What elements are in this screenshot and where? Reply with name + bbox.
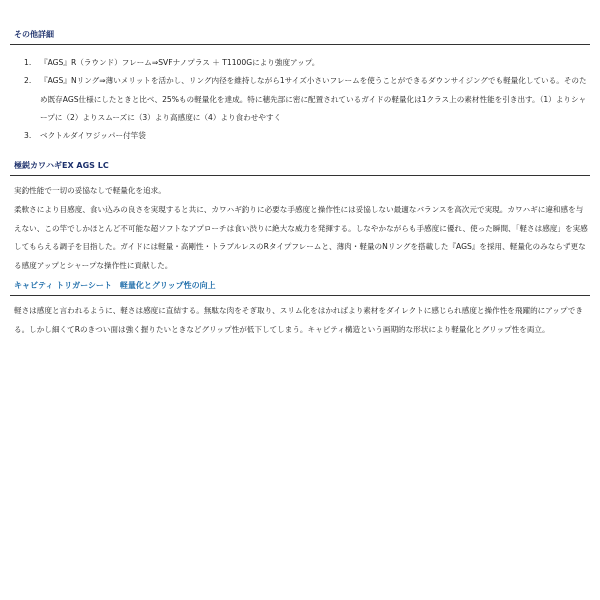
- trigger-divider: [10, 295, 590, 296]
- kawahagi-body: 実釣性能で一切の妥協なしで軽量化を追求。 柔軟さにより目感度、食い込みの良さを実現すると共に、カワハギ釣りに必要な手感度と操作性には妥協しない最適なバランスを高次元で実現。カワハギに違和感を与えない、この竿でしかほとんど不可能な超ソフトなアプローチは食い渋りに絶大な威力を発揮する。しなやかながらも手感度に優れ、使った瞬間、「軽さは感度」を実感してもらえる調子を目指した。ガイドには軽量・高剛性・トラブルレスのRタイプフレームと、薄肉・軽量のNリングを搭載した『AGS』を採用、軽量化のみならず更なる感度アップとシャープな操作性に貢献した。: [14, 186, 588, 270]
- details-heading: その他詳細: [14, 30, 54, 39]
- trigger-body: 軽さは感度と言われるように、軽さは感度に直結する。無駄な肉をそぎ取り、スリム化をはかればより素材をダイレクトに感じられ感度と操作性を飛躍的にアップできる。しかし細くてRのきつい面は強く握りたいときなどグリップ性が低下してしまう。キャビティ構造という画期的な形状により軽量化とグリップ性を両立。: [14, 306, 583, 335]
- list-item-number: 2.: [24, 76, 32, 86]
- kawahagi-heading: 極鋭カワハギEX AGS LC: [14, 161, 109, 171]
- list-item: [10, 54, 590, 72]
- details-list: [10, 54, 590, 145]
- list-item-text: ベクトルダイワジッパー付竿袋: [40, 131, 146, 141]
- list-item-number: 3.: [24, 131, 32, 141]
- list-item: [10, 72, 590, 127]
- list-item-text: 『AGS』Nリング⇒薄いメリットを活かし、リング内径を維持しながら1サイズ小さいフレームを使うことができるダウンサイジングでも軽量化している。そのため既存AGS仕様にしたときと比べ、25%もの軽量化を達成。特に穂先部に密に配置されているガイドの軽量化は1クラス上の素材性能を引き出す。（1）よりシャープに（2）よりスムーズに（3）より高感度に（4）より食わせやすく: [40, 76, 587, 122]
- kawahagi-divider: [10, 175, 590, 176]
- list-item: [10, 127, 590, 145]
- trigger-heading: キャビティ トリガーシート 軽量化とグリップ性の向上: [14, 281, 216, 291]
- details-divider: [10, 44, 590, 45]
- list-item-text: 『AGS』R（ラウンド）フレーム⇒SVFナノプラス ＋ T1100Gにより強度アップ。: [40, 58, 320, 67]
- list-item-number: 1.: [24, 58, 32, 67]
